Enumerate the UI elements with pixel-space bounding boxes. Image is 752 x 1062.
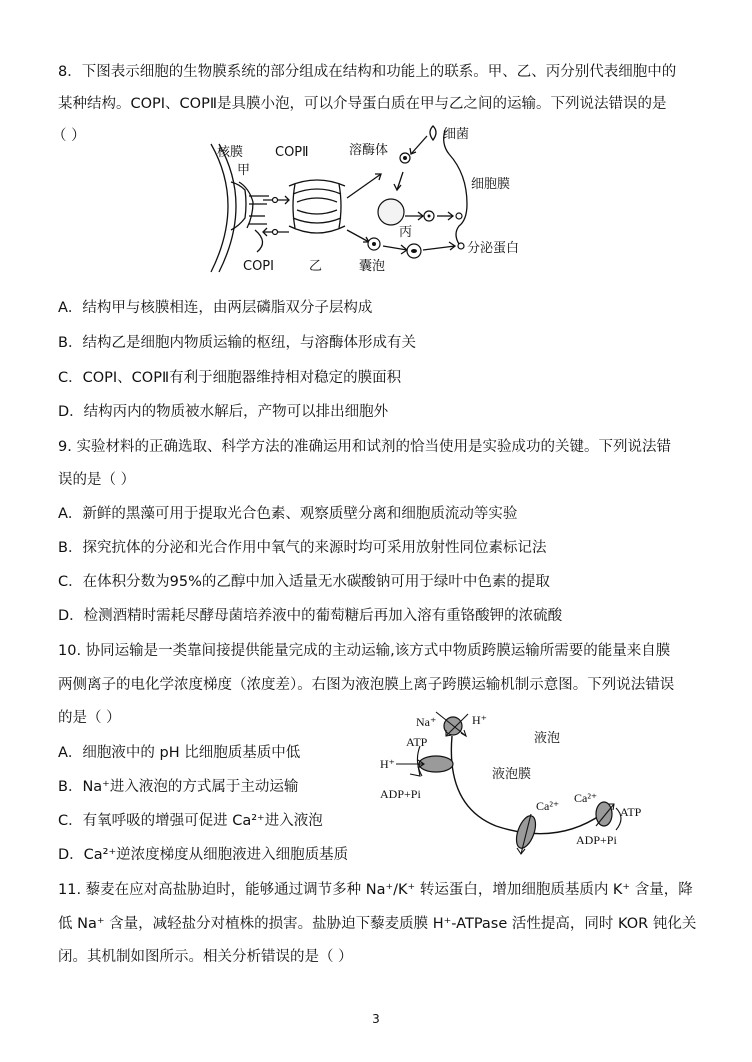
- label-ca-right: Ca²⁺: [574, 791, 598, 805]
- label-atp-right: ATP: [620, 805, 642, 819]
- q9-option-a: A．新鲜的黑藻可用于提取光合色素、观察质壁分离和细胞质流动等实验: [58, 506, 518, 522]
- q9-option-d: D．检测酒精时需耗尽酵母菌培养液中的葡萄糖后再加入溶有重铬酸钾的浓硫酸: [58, 608, 563, 624]
- q9-stem-line1: 9. 实验材料的正确选取、科学方法的准确运用和试剂的恰当使用是实验成功的关键。下列说法错: [58, 439, 671, 455]
- q10-stem-line3: 的是（ ）: [58, 710, 121, 726]
- label-jia: 甲: [237, 163, 251, 178]
- label-vesicle: 囊泡: [359, 259, 386, 274]
- label-bing: 丙: [399, 225, 413, 240]
- label-h-left: H⁺: [380, 757, 395, 771]
- label-vacuole: 液泡: [534, 731, 561, 746]
- q10-stem-line1: 10. 协同运输是一类靠间接提供能量完成的主动运输,该方式中物质跨膜运输所需要的能量来自膜: [58, 643, 671, 659]
- q10-tonoplast-transport-diagram: [376, 706, 666, 866]
- label-yi: 乙: [309, 259, 323, 274]
- q10-option-b: B．Na⁺进入液泡的方式属于主动运输: [58, 779, 299, 795]
- q10-option-d: D．Ca²⁺逆浓度梯度从细胞液进入细胞质基质: [58, 847, 349, 863]
- q11-stem-line2: 低 Na⁺ 含量，减轻盐分对植株的损害。盐胁迫下藜麦质膜 H⁺-ATPase 活性提高，同时 KOR 钝化关: [58, 916, 697, 932]
- q9-option-c: C．在体积分数为95%的乙醇中加入适量无水碳酸钠可用于绿叶中色素的提取: [58, 574, 550, 590]
- q10-option-a: A．细胞液中的 pH 比细胞质基质中低: [58, 745, 301, 761]
- label-tonoplast: 液泡膜: [492, 767, 532, 782]
- q8-paren: （ ）: [52, 128, 86, 144]
- label-cop1: COPⅠ: [243, 259, 274, 274]
- q10-option-c: C．有氧呼吸的增强可促进 Ca²⁺进入液泡: [58, 813, 323, 829]
- q8-option-b: B．结构乙是细胞内物质运输的枢纽，与溶酶体形成有关: [58, 335, 416, 351]
- q8-membrane-system-diagram: [205, 124, 545, 284]
- label-cop2: COPⅡ: [275, 145, 309, 160]
- label-na: Na⁺: [416, 715, 437, 729]
- q8-option-c: C．COPⅠ、COPⅡ有利于细胞器维持相对稳定的膜面积: [58, 370, 402, 386]
- q8-option-d: D．结构丙内的物质被水解后，产物可以排出细胞外: [58, 404, 389, 420]
- page-number: 3: [372, 1012, 380, 1026]
- label-atp-left: ATP: [406, 735, 428, 749]
- q8-stem-line2: 某种结构。COPⅠ、COPⅡ是具膜小泡，可以介导蛋白质在甲与乙之间的运输。下列说法错误的是: [58, 96, 667, 112]
- q9-option-b: B．探究抗体的分泌和光合作用中氧气的来源时均可采用放射性同位素标记法: [58, 540, 547, 556]
- q10-stem-line2: 两侧离子的电化学浓度梯度（浓度差）。右图为液泡膜上离子跨膜运输机制示意图。下列说法错误: [58, 677, 675, 693]
- q8-stem-line1: 8．下图表示细胞的生物膜系统的部分组成在结构和功能上的联系。甲、乙、丙分别代表细胞中的: [58, 64, 677, 80]
- label-nuclear-membrane: 核膜: [217, 145, 244, 160]
- label-cell-membrane: 细胞膜: [471, 177, 511, 192]
- label-h-top: H⁺: [472, 713, 487, 727]
- label-bacteria: 细菌: [443, 127, 470, 142]
- label-lysosome: 溶酶体: [349, 143, 389, 158]
- q8-option-a: A．结构甲与核膜相连，由两层磷脂双分子层构成: [58, 300, 373, 316]
- q9-stem-line2: 误的是（ ）: [58, 472, 136, 488]
- label-adp-left: ADP+Pi: [380, 787, 421, 801]
- label-adp-right: ADP+Pi: [576, 833, 617, 847]
- label-ca-mid: Ca²⁺: [536, 799, 560, 813]
- q11-stem-line1: 11. 藜麦在应对高盐胁迫时，能够通过调节多种 Na⁺/K⁺ 转运蛋白，增加细胞质基质内 K⁺ 含量，降: [58, 882, 693, 898]
- label-secreted-protein: 分泌蛋白: [467, 241, 520, 256]
- q11-stem-line3: 闭。其机制如图所示。相关分析错误的是（ ）: [58, 949, 353, 965]
